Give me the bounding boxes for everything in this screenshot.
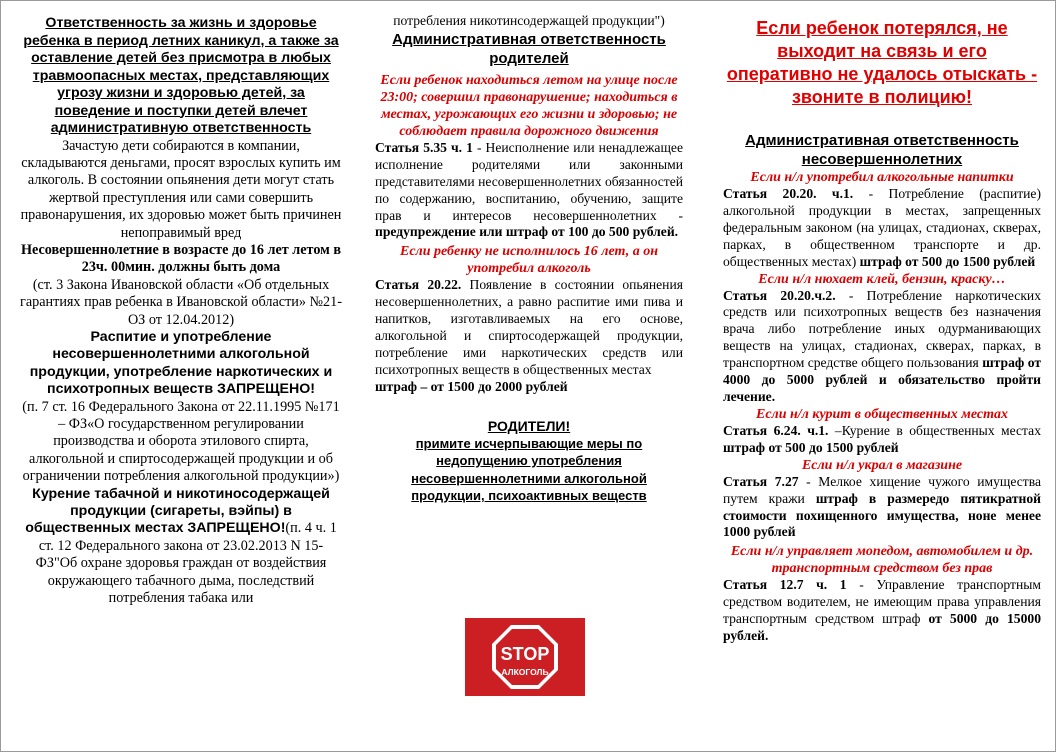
curfew-statement: Несовершеннолетние в возрасте до 16 лет летом в 23ч. 00мин. должны быть дома	[20, 241, 342, 276]
article-20-20-1-title: Статья 20.20. ч.1.	[723, 186, 854, 201]
law-continuation: потребления никотинсодержащей продукции")	[393, 13, 665, 28]
article-6-24	[723, 423, 1041, 457]
driving-case-subheading: Если н/л управляет мопедом, автомобилем и др. транспортным средством без прав	[730, 544, 1034, 577]
alcohol-law-reference: (п. 7 ст. 16 Федерального Закона от 22.11.1995 №171 – ФЗ«О государственном регулировании производства и оборота этилового спирта, алкогольной и спиртосодержащей продукции и об ограничении потребления алкогольной продукции»)	[22, 398, 340, 485]
column-right	[709, 1, 1055, 751]
alcohol-case-subheading: Если н/л употребил алкогольные напитки	[750, 170, 1014, 185]
article-20-20-1	[723, 186, 1041, 271]
article-20-20-2-title: Статья 20.20.ч.2.	[723, 287, 836, 303]
article-7-27	[723, 474, 1041, 542]
article-20-22	[375, 277, 683, 378]
police-alert: Если ребенок потерялся, не выходит на связь и его оперативно не удалось отыскать - звоните в полицию!	[726, 18, 1038, 107]
article-12-7	[723, 577, 1041, 645]
article-20-20-2-text: - Потребление наркотических средств или психотропных веществ без назначения врача либо потребление иных одурманивающих веществ на улицах, стадионах, скверах, парках, в транспортном средстве общего пользования	[723, 287, 1042, 371]
article-7-27-text: - Мелкое хищение чужого имущества путем кражи	[723, 473, 1041, 506]
article-20-20-1-text: - Потребление (распитие) алкогольной продукции в местах, запрещенных федеральным законом (на улицах, стадионах, скверах, парках, в общественном транспорте и др. общественных местах)	[723, 186, 1041, 269]
article-5-35-text: - Неисполнение или ненадлежащее исполнение родителями или законными представителями несовершеннолетних обязанностей по содержанию, воспитанию, обучению, защите прав и интересов несовершеннолетних -	[375, 139, 683, 223]
article-7-27-title: Статья 7.27	[723, 473, 799, 489]
article-5-35-title: Статья 5.35 ч. 1	[375, 139, 473, 155]
column-middle	[363, 1, 695, 751]
under16-alcohol-subheading: Если ребенку не исполнилось 16 лет, а он употребил алкоголь	[399, 244, 659, 277]
article-20-20-2-fine: штраф от 4000 до 5000 рублей и обязательство пройти лечение.	[723, 355, 1041, 404]
glue-case-subheading: Если н/л нюхает клей, бензин, краску…	[758, 271, 1006, 287]
minors-responsibility-heading: Административная ответственность несовершеннолетних	[745, 132, 1019, 168]
stop-alcohol-logo	[465, 618, 585, 696]
smoking-ban-statement: Курение табачной и никотиносодержащей продукции (сигареты, вэйпы) в общественных местах ЗАПРЕЩЕНО!	[25, 485, 330, 537]
article-12-7-fine: от 5000 до 15000 рублей.	[723, 611, 1041, 644]
article-20-22-title: Статья 20.22.	[375, 277, 462, 293]
intro-text: Зачастую дети собираются в компании, складываются деньгами, просят взрослых купить им алкоголь. В состоянии опьянения дети могут стать жертвой преступления или сами совершить правонарушения, их здоровью может быть причинен непоправимый вред	[20, 137, 342, 241]
article-20-20-1-fine: штраф от 500 до 1500 рублей	[859, 253, 1036, 269]
curfew-law-reference: (ст. 3 Закона Ивановской области «Об отдельных гарантиях прав ребенка в Ивановской области» №21-ОЗ от 12.04.2012)	[20, 276, 342, 328]
theft-case-subheading: Если н/л украл в магазине	[801, 457, 963, 473]
article-6-24-fine: штраф от 500 до 1500 рублей	[723, 439, 899, 455]
responsibility-heading: Ответственность за жизнь и здоровье ребенка в период летних каникул, а также за оставление детей без присмотра в любых травмоопасных местах, представляющих угрозу жизни и здоровью детей, за поведение и поступки детей влечет административную ответственность	[23, 15, 339, 136]
alcohol-ban-statement: Распитие и употребление несовершеннолетними алкогольной продукции, употребление наркотических и психотропных веществ ЗАПРЕЩЕНО!	[29, 328, 333, 398]
article-20-20-2	[723, 288, 1041, 406]
stop-octagon-icon	[491, 624, 559, 690]
article-6-24-title: Статья 6.24. ч.1.	[723, 422, 829, 438]
article-12-7-title: Статья 12.7 ч. 1	[723, 577, 847, 593]
smoking-case-subheading: Если н/л курит в общественных местах	[756, 406, 1008, 422]
article-7-27-fine: штраф в размередо пятикратной стоимости похищенного имущества, ноне менее 1000 рублей	[723, 490, 1041, 540]
article-20-22-fine: штраф – от 1500 до 2000 рублей	[375, 378, 568, 394]
parents-appeal-title: РОДИТЕЛИ!	[487, 417, 571, 434]
parents-responsibility-heading: Административная ответственность родителей	[392, 30, 666, 67]
article-12-7-text: - Управление транспортным средством водителем, не имеющим права управления транспортным средством штраф	[723, 577, 1041, 627]
smoking-law-reference: (п. 4 ч. 1 ст. 12 Федерального закона от 23.02.2013 N 15-ФЗ"Об охране здоровья граждан от воздействия окружающего табачного дыма, последствий потребления табака или	[35, 520, 337, 607]
parents-appeal-text: примите исчерпывающие меры по недопущению употребления несовершеннолетними алкогольной продукции, психоактивных веществ	[411, 435, 647, 504]
stop-text: STOP	[500, 644, 550, 664]
parents-case-subheading: Если ребенок находиться летом на улице после 23:00; совершил правонарушение; находиться в местах, угрожающих его жизни и здоровью; не соблюдает правила дорожного движения	[380, 72, 678, 139]
column-left	[1, 1, 361, 751]
article-6-24-text: –Курение в общественных местах	[828, 422, 1041, 438]
article-5-35-fine: предупреждение или штраф от 100 до 500 рублей.	[375, 224, 679, 240]
alcohol-text: АЛКОГОЛЬ	[501, 667, 549, 677]
smoking-ban-block	[19, 486, 343, 608]
article-20-22-text: Появление в состоянии опьянения несовершеннолетних, а равно распитие ими пива и напитков, изготавливаемых на его основе, алкогольной и спиртосодержащей продукции, потребление ими наркотических средств или психотропных веществ в общественных местах	[375, 277, 683, 377]
article-5-35	[375, 140, 683, 241]
